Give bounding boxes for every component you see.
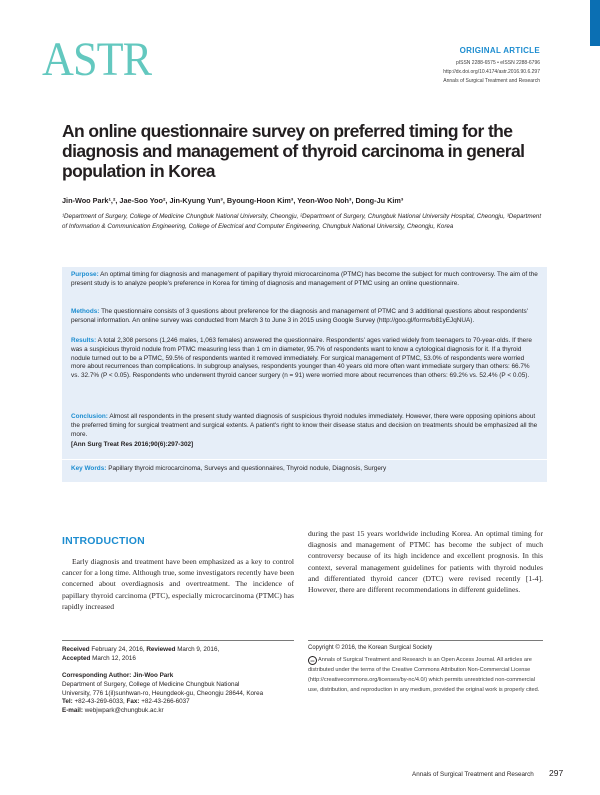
keywords-label: Key Words: bbox=[71, 465, 107, 472]
keywords-divider bbox=[62, 459, 547, 460]
side-color-tab bbox=[590, 0, 600, 46]
abstract-results bbox=[71, 337, 539, 381]
methods-text: The questionnaire consists of 3 questions about preference for the diagnosis and management of PTMC and 3 additional questions about respondents' personal information. An online survey was conducted from March 3 to June 3 in 2015 using Google Survey (http://goo.gl/forms/b81yEJqNUA). bbox=[71, 308, 528, 324]
section-heading-introduction: INTRODUCTION bbox=[62, 535, 145, 547]
keywords-text: Papillary thyroid microcarcinoma, Surveys and questionnaires, Thyroid nodule, Diagnosis, Surgery bbox=[108, 465, 387, 472]
conclusion-text: Almost all respondents in the present study wanted diagnosis of suspicious thyroid nodules immediately. However, there were opposing opinions about the preferred timing for surgical treatment and surgical extents. A patient's right to know their disease status and decision on treatments should be emphasized all the more. bbox=[71, 413, 538, 438]
article-type-label: ORIGINAL ARTICLE bbox=[459, 46, 540, 55]
issn-line: pISSN 2288-6575 • eISSN 2288-6796 bbox=[455, 60, 540, 66]
article-dates bbox=[62, 645, 219, 663]
abstract-box bbox=[62, 267, 547, 482]
copyright-notice: Copyright © 2016, the Korean Surgical Society bbox=[308, 645, 433, 651]
purpose-text: An optimal timing for diagnosis and management of papillary thyroid microcarcinoma (PTMC) has become the subject for much controversy. The aim of the present study is to analyze people's preference in Korea for timing of diagnosis and management of PTMC using an online questionnaire. bbox=[71, 271, 538, 287]
accepted-label: Accepted bbox=[62, 655, 91, 662]
intro-right-column: during the past 15 years worldwide including Korea. An optimal timing for diagnosis and management of PTMC has become the subject of much controversy because of its high incidence and excellent prognosis. In this context, several management guidelines for patients with thyroid nodules and differentiated thyroid cancer (DTC) were revised recently [1-4]. However, there are different recommendations in different guidelines. bbox=[308, 529, 543, 595]
corr-address-1: Department of Surgery, College of Medicine Chungbuk National bbox=[62, 680, 240, 688]
creative-commons-icon: cc bbox=[308, 656, 317, 665]
corresponding-author bbox=[62, 672, 263, 716]
keywords bbox=[71, 465, 539, 474]
intro-left-column: Early diagnosis and treatment have been emphasized as a key to control cancer for a long time. Although true, some investigators recently have been concerned about overdiagnosis and overtreatment. The incidence of papillary thyroid carcinoma (PTC), especially microcarcinoma (PTMC) has rapidly increased bbox=[62, 557, 294, 611]
journal-name: Annals of Surgical Treatment and Research bbox=[443, 78, 540, 84]
methods-label: Methods: bbox=[71, 308, 100, 315]
footnote-divider-left bbox=[62, 640, 294, 641]
license-text: Annals of Surgical Treatment and Research is an Open Access Journal. All articles are distributed under the terms of the Creative Commons Attribution Non-Commercial License (http://creativecommons.org/licenses/by-nc/4.0/) which permits unrestricted non-commercial use, distribution, and reproduction in any medium, provided the original work is properly cited. bbox=[308, 657, 540, 693]
affiliations: ¹Department of Surgery, College of Medicine Chungbuk National University, Cheongju, ²Department of Surgery, Chungbuk National University Hospital, Cheongju, ³Department of Information & Communication Engineering, College of Electrical and Computer Engineering, Chungbuk National University, Cheongju, Korea bbox=[62, 213, 542, 231]
accepted-date: March 12, 2016 bbox=[92, 655, 136, 662]
corr-label: Corresponding Author: bbox=[62, 672, 132, 679]
email-label: E-mail: bbox=[62, 707, 83, 715]
footnote-divider-right bbox=[308, 640, 543, 641]
article-title: An online questionnaire survey on preferred timing for the diagnosis and management of thyroid carcinoma in general population in Korea bbox=[62, 121, 525, 181]
abstract-methods bbox=[71, 308, 539, 326]
reviewed-label: Reviewed bbox=[146, 646, 176, 653]
received-date: February 24, 2016, bbox=[91, 646, 145, 653]
doi-link[interactable]: http://dx.doi.org/10.4174/astr.2016.90.6.297 bbox=[443, 69, 540, 75]
abstract-conclusion bbox=[71, 413, 539, 439]
journal-logo: ASTR bbox=[42, 33, 152, 86]
citation: [Ann Surg Treat Res 2016;90(6):297-302] bbox=[71, 441, 194, 448]
purpose-label: Purpose: bbox=[71, 271, 99, 278]
received-label: Received bbox=[62, 646, 90, 653]
email-link[interactable]: webjwpark@chungbuk.ac.kr bbox=[84, 707, 164, 715]
conclusion-label: Conclusion: bbox=[71, 413, 108, 420]
fax-label: Fax: bbox=[126, 698, 140, 706]
page-number: 297 bbox=[549, 768, 564, 778]
abstract-purpose bbox=[71, 271, 539, 289]
results-text: A total 2,308 persons (1,246 males, 1,063 females) answered the questionnaire. Respondents' ages varied widely from teenagers to 70-year-olds. If there was a suspicious thyroid nodule from PTMC measuring less than 1 cm in diameter, 95.7% of respondents want to know a cytological diagnosis for it. If a thyroid nodule turned out to be a PTMC, 59.5% of respondents wanted it removed immediately. For surgical management of PTMC, 53.0% of respondents were worried more about recurrences than complications. In subgroup analyses, respondents younger than 40 years old more often want immediate surgery than others: 66.7% vs. 32.7% (P < 0.05). Respondents who underwent thyroid cancer surgery (n = 91) were worried more about recurrences than others: 69.2% vs. 52.4% (P < 0.05). bbox=[71, 337, 532, 379]
fax-value: +82-43-266-6037 bbox=[141, 698, 190, 706]
footer-journal-name: Annals of Surgical Treatment and Research bbox=[412, 771, 534, 778]
corr-address-2: University, 776 1(il)sunhwan-ro, Heungdeok-gu, Cheongju 28644, Korea bbox=[62, 689, 264, 697]
results-label: Results: bbox=[71, 337, 97, 344]
tel-label: Tel: bbox=[62, 698, 73, 706]
author-list: Jin-Woo Park¹,², Jae-Soo Yoo², Jin-Kyung Yun³, Byoung-Hoon Kim³, Yeon-Woo Noh³, Dong-Ju Kim³ bbox=[62, 196, 404, 205]
tel-value: +82-43-269-6033, bbox=[74, 698, 125, 706]
reviewed-date: March 9, 2016, bbox=[177, 646, 220, 653]
corr-name: Jin-Woo Park bbox=[133, 672, 174, 679]
